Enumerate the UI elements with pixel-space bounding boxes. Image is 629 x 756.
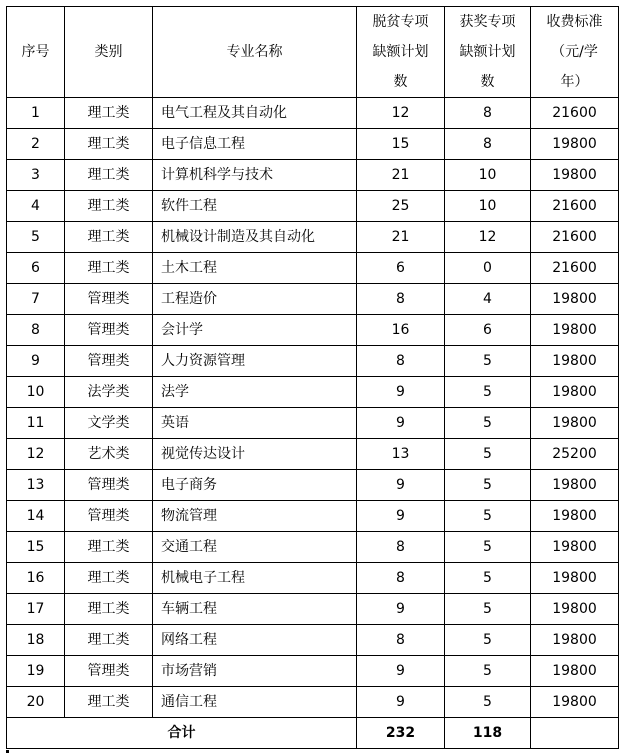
cell-seq: 5: [7, 222, 65, 253]
cell-seq: 20: [7, 687, 65, 718]
cell-major: 英语: [153, 408, 357, 439]
table-row: [7, 501, 619, 532]
total-poverty: 232: [357, 718, 445, 749]
cell-fee: 19800: [531, 687, 619, 718]
cell-major: 土木工程: [153, 253, 357, 284]
cell-category: 理工类: [65, 253, 153, 284]
cell-poverty: 8: [357, 563, 445, 594]
header-poverty-line2: 缺额计划: [372, 44, 429, 60]
table-row: [7, 346, 619, 377]
cell-award: 5: [445, 408, 531, 439]
cell-seq: 15: [7, 532, 65, 563]
header-award-quota: [445, 7, 531, 98]
cell-poverty: 9: [357, 408, 445, 439]
header-row: [7, 7, 619, 98]
cell-fee: 19800: [531, 346, 619, 377]
cell-poverty: 8: [357, 346, 445, 377]
cell-category: 管理类: [65, 470, 153, 501]
table-row: [7, 408, 619, 439]
table-row: [7, 439, 619, 470]
header-award-line2: 缺额计划: [459, 44, 516, 60]
cell-seq: 18: [7, 625, 65, 656]
cell-fee: 19800: [531, 625, 619, 656]
cell-fee: 19800: [531, 284, 619, 315]
cell-seq: 11: [7, 408, 65, 439]
cell-fee: 19800: [531, 160, 619, 191]
cell-fee: 19800: [531, 563, 619, 594]
cell-category: 理工类: [65, 98, 153, 129]
cell-award: 5: [445, 501, 531, 532]
cell-poverty: 13: [357, 439, 445, 470]
cell-poverty: 25: [357, 191, 445, 222]
total-award: 118: [445, 718, 531, 749]
total-row: [7, 718, 619, 749]
header-fee-line3: 年）: [560, 74, 589, 90]
cell-category: 理工类: [65, 625, 153, 656]
header-award-line1: 获奖专项: [459, 14, 516, 30]
cell-fee: 21600: [531, 222, 619, 253]
table-row: [7, 284, 619, 315]
cell-fee: 19800: [531, 656, 619, 687]
cell-category: 管理类: [65, 501, 153, 532]
cell-award: 5: [445, 439, 531, 470]
cell-poverty: 9: [357, 377, 445, 408]
header-fee-line1: 收费标准: [546, 14, 603, 30]
cell-major: 电子商务: [153, 470, 357, 501]
cell-category: 理工类: [65, 687, 153, 718]
cell-poverty: 15: [357, 129, 445, 160]
header-poverty-line3: 数: [393, 74, 408, 90]
header-seq: 序号: [7, 7, 65, 98]
cell-award: 10: [445, 191, 531, 222]
cell-seq: 13: [7, 470, 65, 501]
cell-major: 机械设计制造及其自动化: [153, 222, 357, 253]
cell-poverty: 16: [357, 315, 445, 346]
header-fee: [531, 7, 619, 98]
header-major: 专业名称: [153, 7, 357, 98]
stray-mark: [6, 750, 9, 753]
cell-category: 文学类: [65, 408, 153, 439]
cell-fee: 25200: [531, 439, 619, 470]
table-row: [7, 98, 619, 129]
cell-seq: 12: [7, 439, 65, 470]
table-row: [7, 563, 619, 594]
cell-award: 5: [445, 346, 531, 377]
cell-poverty: 9: [357, 656, 445, 687]
cell-seq: 3: [7, 160, 65, 191]
cell-seq: 7: [7, 284, 65, 315]
cell-award: 5: [445, 563, 531, 594]
cell-award: 0: [445, 253, 531, 284]
cell-major: 通信工程: [153, 687, 357, 718]
cell-major: 视觉传达设计: [153, 439, 357, 470]
cell-category: 理工类: [65, 191, 153, 222]
cell-poverty: 21: [357, 160, 445, 191]
table-row: [7, 222, 619, 253]
cell-major: 人力资源管理: [153, 346, 357, 377]
header-award-line3: 数: [480, 74, 495, 90]
table-row: [7, 656, 619, 687]
cell-award: 5: [445, 377, 531, 408]
cell-seq: 10: [7, 377, 65, 408]
cell-seq: 8: [7, 315, 65, 346]
cell-fee: 19800: [531, 315, 619, 346]
cell-category: 理工类: [65, 160, 153, 191]
cell-poverty: 6: [357, 253, 445, 284]
header-category: 类别: [65, 7, 153, 98]
cell-category: 理工类: [65, 563, 153, 594]
cell-fee: 19800: [531, 129, 619, 160]
cell-category: 法学类: [65, 377, 153, 408]
cell-seq: 17: [7, 594, 65, 625]
table-row: [7, 470, 619, 501]
cell-fee: 19800: [531, 532, 619, 563]
total-label: 合计: [7, 718, 357, 749]
cell-poverty: 9: [357, 501, 445, 532]
table-row: [7, 191, 619, 222]
cell-major: 工程造价: [153, 284, 357, 315]
table-row: [7, 532, 619, 563]
cell-award: 5: [445, 656, 531, 687]
cell-poverty: 9: [357, 470, 445, 501]
cell-poverty: 8: [357, 284, 445, 315]
cell-seq: 19: [7, 656, 65, 687]
cell-category: 管理类: [65, 346, 153, 377]
cell-seq: 9: [7, 346, 65, 377]
quota-table: [6, 6, 619, 749]
cell-major: 网络工程: [153, 625, 357, 656]
table-row: [7, 687, 619, 718]
cell-fee: 21600: [531, 98, 619, 129]
cell-category: 理工类: [65, 222, 153, 253]
table-row: [7, 625, 619, 656]
cell-category: 管理类: [65, 656, 153, 687]
cell-fee: 19800: [531, 501, 619, 532]
table-row: [7, 315, 619, 346]
cell-award: 5: [445, 470, 531, 501]
cell-seq: 16: [7, 563, 65, 594]
cell-major: 软件工程: [153, 191, 357, 222]
cell-major: 计算机科学与技术: [153, 160, 357, 191]
cell-award: 4: [445, 284, 531, 315]
cell-major: 会计学: [153, 315, 357, 346]
cell-major: 法学: [153, 377, 357, 408]
header-poverty-line1: 脱贫专项: [372, 14, 429, 30]
cell-category: 理工类: [65, 532, 153, 563]
table-row: [7, 377, 619, 408]
cell-seq: 14: [7, 501, 65, 532]
cell-seq: 4: [7, 191, 65, 222]
cell-poverty: 8: [357, 532, 445, 563]
cell-major: 电子信息工程: [153, 129, 357, 160]
cell-fee: 19800: [531, 594, 619, 625]
total-fee: [531, 718, 619, 749]
table-row: [7, 253, 619, 284]
cell-fee: 19800: [531, 408, 619, 439]
cell-seq: 2: [7, 129, 65, 160]
cell-seq: 6: [7, 253, 65, 284]
cell-fee: 21600: [531, 253, 619, 284]
cell-award: 5: [445, 687, 531, 718]
cell-poverty: 9: [357, 594, 445, 625]
cell-award: 5: [445, 594, 531, 625]
cell-award: 12: [445, 222, 531, 253]
table-row: [7, 594, 619, 625]
cell-major: 车辆工程: [153, 594, 357, 625]
cell-major: 物流管理: [153, 501, 357, 532]
cell-fee: 21600: [531, 191, 619, 222]
cell-poverty: 8: [357, 625, 445, 656]
cell-major: 机械电子工程: [153, 563, 357, 594]
header-poverty-quota: [357, 7, 445, 98]
cell-category: 理工类: [65, 594, 153, 625]
header-fee-line2: （元/学: [551, 44, 598, 60]
cell-fee: 19800: [531, 470, 619, 501]
cell-category: 管理类: [65, 284, 153, 315]
cell-award: 6: [445, 315, 531, 346]
cell-major: 交通工程: [153, 532, 357, 563]
cell-poverty: 12: [357, 98, 445, 129]
cell-award: 10: [445, 160, 531, 191]
cell-major: 电气工程及其自动化: [153, 98, 357, 129]
cell-poverty: 21: [357, 222, 445, 253]
cell-major: 市场营销: [153, 656, 357, 687]
cell-award: 8: [445, 98, 531, 129]
table-row: [7, 129, 619, 160]
cell-poverty: 9: [357, 687, 445, 718]
cell-category: 艺术类: [65, 439, 153, 470]
cell-seq: 1: [7, 98, 65, 129]
cell-award: 5: [445, 625, 531, 656]
cell-category: 管理类: [65, 315, 153, 346]
cell-award: 8: [445, 129, 531, 160]
cell-category: 理工类: [65, 129, 153, 160]
cell-fee: 19800: [531, 377, 619, 408]
cell-award: 5: [445, 532, 531, 563]
table-row: [7, 160, 619, 191]
